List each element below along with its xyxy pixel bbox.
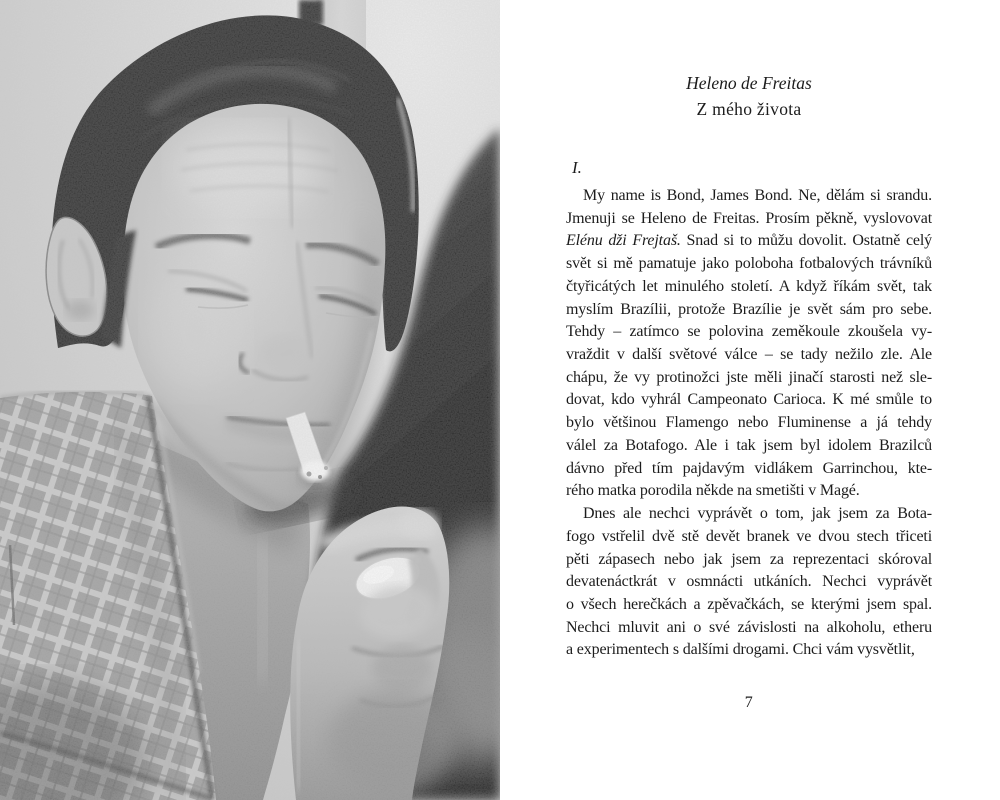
body-line [566,185,932,208]
body-line [566,367,932,390]
section-number: I. [572,158,582,177]
line-text: My name is Bond, James Bond. Ne, dělám si srandu. [583,187,932,204]
italic-phrase: Elénu dži Frejtaš. [566,232,681,250]
line-text: bylo většinou Flamengo nebo Fluminense a já tehdy [566,414,932,432]
line-text: válel za Botafogo. Ale i tak jsem byl idolem Brazilců [566,436,932,454]
line-text: devatenáctkrát v osmnácti utkáních. Nechci vyprávět [566,573,932,591]
body-line [566,458,932,481]
body-line [566,321,932,344]
line-text: o všech herečkách a zpěvačkách, se kterými jsem spal. [566,595,932,613]
line-text: fogo vstřelil dvě stě devět branek ve dvou stech třiceti [566,527,932,545]
body-line [566,253,932,276]
line-text: dávno před tím pajdavým vidlákem Garrinchou, kte- [566,459,932,477]
line-text: myslím Brazílii, protože Brazílie je svět sám pro sebe. [566,300,932,318]
line-text: Jmenuji se Heleno de Freitas. Prosím pěkně, vyslovovat [566,209,932,227]
chapter-title: Z mého života [696,99,802,119]
body-line [566,389,932,412]
body-line [566,480,932,503]
body-line [566,276,932,299]
body-line [566,549,932,572]
line-text: svět si mě pamatuje jako poloboha fotbalových trávníků [566,255,932,273]
body-line [566,344,932,367]
line-text: dovat, kdo vyhrál Campeonato Carioca. K mé smůle to [566,391,932,409]
body-line [566,435,932,458]
body-line [566,617,932,640]
line-text: a experimentech s dalšími drogami. Chci vám vysvětlit, [566,641,915,659]
body-line [566,526,932,549]
line-text: Tehdy – zatímco se polovina zeměkoule zkoušela vy- [566,323,932,341]
chapter-heading [566,70,932,122]
chapter-author: Heleno de Freitas [686,73,812,93]
line-text: Snad si to můžu dovolit. Ostatně celý [680,232,932,250]
body-line [566,594,932,617]
line-text: Nechci mluvit ani o své závislosti na alkoholu, etheru [566,618,932,636]
body-line [566,299,932,322]
line-text: rého matka porodila někde na smetišti v Magé. [566,482,860,500]
line-text: chápu, že vy protinožci jste měli jinačí starosti než sle- [566,368,932,386]
body-line [566,412,932,435]
page-number: 7 [744,694,754,711]
line-text: pěti zápasech nebo jak jsem za reprezentaci skóroval [566,550,932,568]
line-text: čtyřicátých let minulého století. A když říkám svět, tak [566,277,932,295]
text-page [500,0,1000,800]
body-line [566,230,932,253]
body-line [566,639,932,662]
body-line [566,503,932,526]
line-text: Dnes ale nechci vyprávět o tom, jak jsem za Bota- [583,505,932,523]
body-line [566,208,932,231]
line-text: vraždit v další světové válce – se tady nežilo zle. Ale [566,346,932,364]
body-text [566,185,932,662]
body-line [566,571,932,594]
